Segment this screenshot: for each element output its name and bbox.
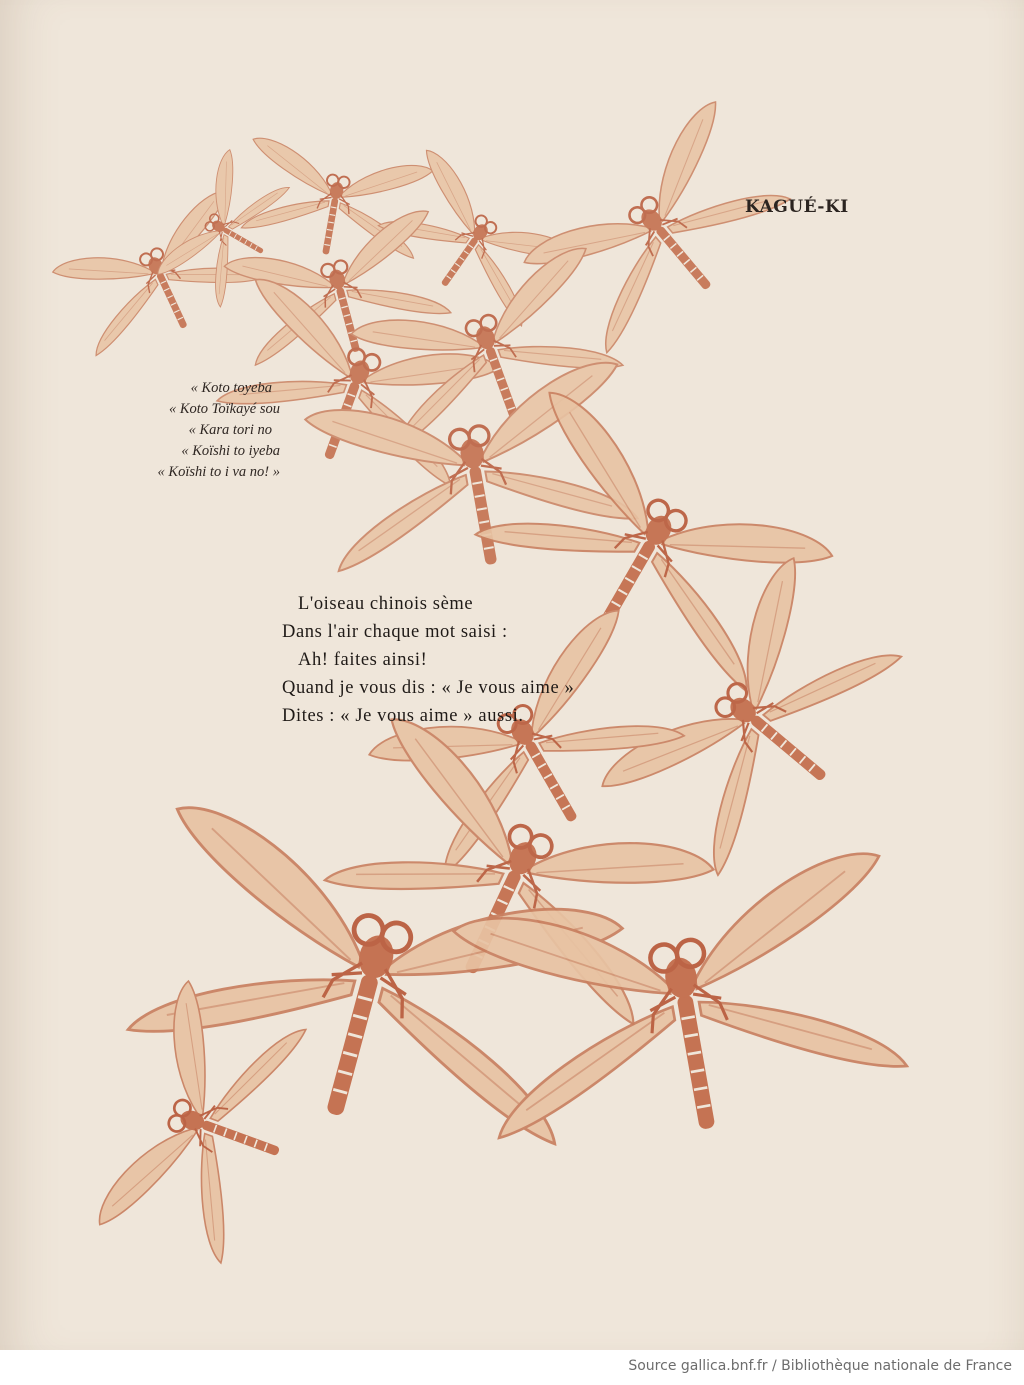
- verse-line: L'oiseau chinois sème: [298, 594, 474, 614]
- french-verse: [282, 590, 574, 730]
- verse-line: Dites : « Je vous aime » aussi.: [282, 706, 524, 726]
- verse-line: Quand je vous dis : « Je vous aime »: [282, 678, 575, 698]
- verse-line: « Koto toyeba: [190, 380, 272, 396]
- verse-line: « Koïshi to iyeba: [181, 443, 280, 459]
- verse-line: « Koïshi to i va no! »: [157, 464, 280, 480]
- verse-line: Dans l'air chaque mot saisi :: [282, 622, 508, 642]
- verse-line: « Kara tori no: [188, 422, 272, 438]
- verse-line: « Koto Toïkayé sou: [168, 401, 280, 417]
- verse-line: Ah! faites ainsi!: [298, 650, 428, 670]
- dragonfly-group-top: [52, 99, 805, 592]
- japanese-verse: [100, 378, 280, 483]
- page-title: KAGUÉ-KI: [745, 197, 849, 217]
- dragonfly-group-bottom: [96, 803, 920, 1274]
- source-attribution: Source gallica.bnf.fr / Bibliothèque nationale de France: [628, 1358, 1012, 1374]
